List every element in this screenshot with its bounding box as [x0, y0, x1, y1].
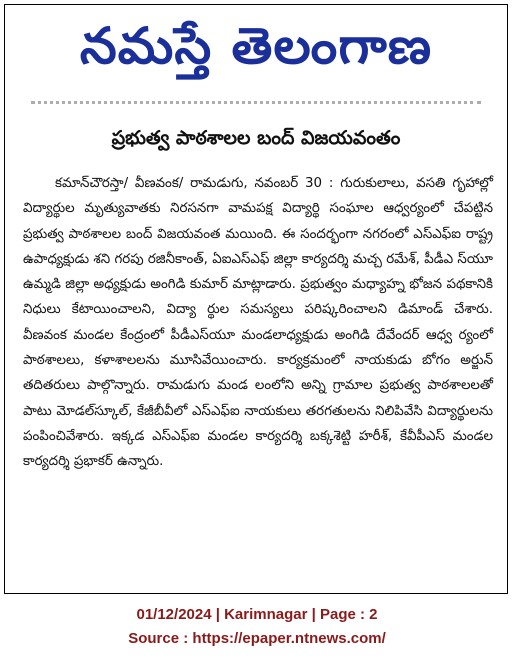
article-headline: ప్రభుత్వ పాఠశాలల బంద్ విజయవంతం — [111, 127, 401, 149]
clipping-cut-edge — [31, 101, 481, 110]
source-link[interactable]: Source : https://epaper.ntnews.com/ — [128, 630, 386, 647]
newspaper-clipping — [4, 4, 508, 594]
article-body: కమాన్‌చౌరస్తా/ వీణవంక/ రామడుగు, నవంబర్ 30 : గురుకులాలు, వసతి గృహాల్లో విద్యార్థుల మృత్యువాతకు నిరసనగా వామపక్ష విద్యార్థి సంఘాల ఆధ్వర్యంలో చేపట్టిన ప్రభుత్వ పాఠశాలల బంద్ విజయవంత మయింది. ఈ సందర్భంగా నగరంలో ఎస్ఎఫ్ఐ రాష్ట్ర ఉపాధ్యక్షుడు శని గరపు రజినీకాంత్, ఏఐఎస్ఎఫ్ జిల్లా కార్యదర్శి మచ్చ రమేశ్, పీడీఎ స్‌యూ ఉమ్మడి జిల్లా అధ్యక్షుడు అంగిడి కుమార్ మాట్లాడారు. ప్రభుత్వం మధ్యాహ్న భోజన పథకానికి నిధులు కేటాయించాలని, విద్యా ర్థుల సమస్యలు పరిష్కరించాలని డిమాండ్ చేశారు. వీణవంక మండల కేంద్రంలో పీడీఎస్‌యూ మండలాధ్యక్షుడు అంగిడి దేవేందర్ ఆధ్వ ర్యంలో పాఠశాలలు, కళాశాలలను మూసివేయించారు. కార్యక్రమంలో నాయకుడు బోగం అర్జున్ తదితరులు పాల్గొన్నారు. రామడుగు మండ లంలోని అన్ని గ్రామాల ప్రభుత్వ పాఠశాలలతో పాటు మోడల్‌స్కూల్, కేజీబీవీలో ఎస్ఎఫ్ఐ నాయకులు తరగతులను నిలిపివేసి విద్యార్థులను పంపించివేశారు. ఇక్కడ ఎస్ఎఫ్ఐ మండల కార్యదర్శి బక్కశెట్టి హరీశ్, కేవీపీఎస్ మండల కార్యదర్శి ప్రభాకర్ ఉన్నారు. — [23, 176, 493, 470]
edition-info: 01/12/2024 | Karimnagar | Page : 2 — [136, 606, 378, 623]
masthead: నమస్తే తెలంగాణ — [79, 17, 433, 75]
